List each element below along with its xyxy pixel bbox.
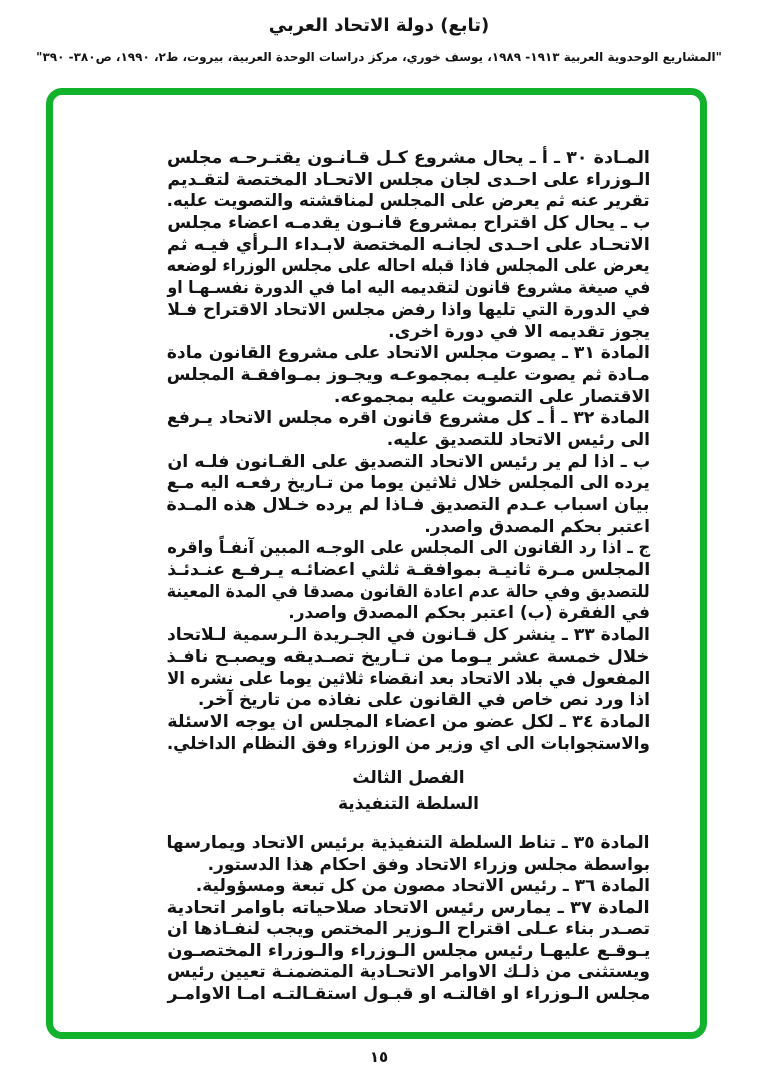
text-line: المادة ٣٣ ـ ينشر كل قـانون في الجـريدة الـرسمية لـلاتحاد	[167, 625, 650, 646]
text-line: للتصديق وفي حالة عدم اعادة القانون مصدقا في المدة المعينة	[167, 581, 650, 602]
text-line: المادة ٣١ ـ يصوت مجلس الاتحاد على مشروع القانون مادة	[167, 343, 650, 364]
text-line: والاستجوابات الى اي وزير من الوزراء وفق النظام الداخلي.	[167, 733, 650, 754]
text-line: ب ـ اذا لم ير رئيس الاتحاد التصديق على القـانون فلـه ان	[167, 451, 650, 472]
text-line: تقرير عنه ثم يعرض على المجلس لمناقشته والتصويت عليه.	[167, 191, 650, 212]
body-text-block-2	[167, 833, 650, 1005]
text-line: المادة ٣٤ ـ لكل عضو من اعضاء المجلس ان يوجه الاسئلة	[167, 711, 650, 732]
text-line: المادة ٣٦ ـ رئيس الاتحاد مصون من كل تبعة ومسؤولية.	[195, 876, 650, 897]
source-citation: "المشاريع الوحدوية العربية ١٩١٣- ١٩٨٩، يوسف خوري، مركز دراسات الوحدة العربية، بيروت، ط٢، ١٩٩٠، ص٣٨٠- ٣٩٠"	[36, 50, 722, 64]
text-line: اعتبر بحكم المصدق واصدر.	[424, 516, 650, 537]
text-line: الاتحـاد على احـدى لجانـه المختصة لابـداء الـرأي فيـه ثم	[167, 234, 650, 255]
text-line: اذا ورد نص خاص في القانون على نفاذه من تاريخ آخر.	[197, 690, 650, 711]
text-line: يرده الى المجلس خلال ثلاثين يوما من تـاريخ رفعـه اليه مـع	[167, 473, 650, 494]
text-line: الـوزراء على احـدى لجان مجلس الاتحـاد المختصة لتقـديم	[167, 169, 650, 190]
text-line: الاقتصار على التصويت عليه بمجموعه.	[333, 386, 650, 407]
text-line: مـادة ثم يصوت عليـه بمجموعـه ويجـوز بمـوافقـة المجلس	[167, 364, 650, 385]
text-line: في الدورة التي تليها واذا رفض مجلس الاتحاد الاقتراح فـلا	[167, 299, 650, 320]
chapter-heading	[167, 765, 650, 817]
text-line: بيان اسباب عـدم التصديق فـاذا لم يرده خـلال هذه المـدة	[167, 495, 650, 515]
body-text-block-1	[167, 148, 650, 755]
text-line: ويستثنى من ذلـك الاوامر الاتحـادية المتضمنـة تعيين رئيس	[166, 962, 650, 983]
text-line: ب ـ يحال كل اقتراح بمشروع قانـون يقدمـه اعضاء مجلس	[167, 213, 650, 234]
text-line: الى رئيس الاتحاد للتصديق عليه.	[386, 429, 650, 450]
text-line: المـادة ٣٠ ـ أ ـ يحال مشروع كـل قـانـون يقتـرحـه مجلس	[167, 148, 650, 168]
chapter-heading-title: الفصل الثالث	[352, 768, 465, 789]
text-line: المادة ٣٢ ـ أ ـ كل مشروع قانون اقره مجلس الاتحاد يـرفع	[167, 408, 650, 429]
body-text-column	[167, 148, 650, 1005]
text-line: يعرض على المجلس فاذا قبله احاله على مجلس الوزراء لوضعه	[167, 256, 650, 277]
text-line: تصـدر بناء عـلى اقتراح الـوزير المختص ويجب لنفـاذها ان	[167, 919, 650, 940]
text-line: في الفقرة (ب) اعتبر بحكم المصدق واصدر.	[288, 603, 650, 624]
page-header-title: (تابع) دولة الاتحاد العربي	[268, 15, 490, 36]
page-number: ١٥	[369, 1048, 389, 1066]
text-line: في صيغة مشروع قانون لتقديمه اليه اما في الدورة نفسـهـا او	[167, 278, 650, 299]
text-line: المفعول في بلاد الاتحاد بعد انقضاء ثلاثين يوما على نشره الا	[167, 668, 650, 689]
text-line: المادة ٣٧ ـ يمارس رئيس الاتحاد صلاحياته باوامر اتحادية	[167, 897, 650, 918]
chapter-heading-subtitle: السلطة التنفيذية	[337, 794, 479, 815]
text-line: ج ـ اذا رد القانون الى المجلس على الوجـه المبين آنفـاً واقره	[167, 538, 650, 559]
text-line: المجلس مـرة ثانيـة بموافقـة ثلثي اعضائـه يـرفـع عنـدئـذ	[167, 560, 650, 581]
text-line: مجلس الـوزراء او اقالتـه او قبـول استقـالتـه امـا الاوامـر	[167, 983, 650, 1004]
text-line: المادة ٣٥ ـ تناط السلطة التنفيذية برئيس الاتحاد ويمارسها	[167, 833, 650, 854]
text-line: بواسطة مجلس وزراء الاتحاد وفق احكام هذا الدستور.	[207, 854, 650, 875]
text-line: يجوز تقديمه الا في دورة اخرى.	[388, 321, 650, 342]
text-line: خلال خمسة عشر يـوما من تـاريخ تصـديقه ويصبـح نافـذ	[167, 646, 650, 667]
text-line: يـوقـع عليهـا رئيس مجلس الـوزراء والـوزراء المختصـون	[167, 940, 650, 961]
